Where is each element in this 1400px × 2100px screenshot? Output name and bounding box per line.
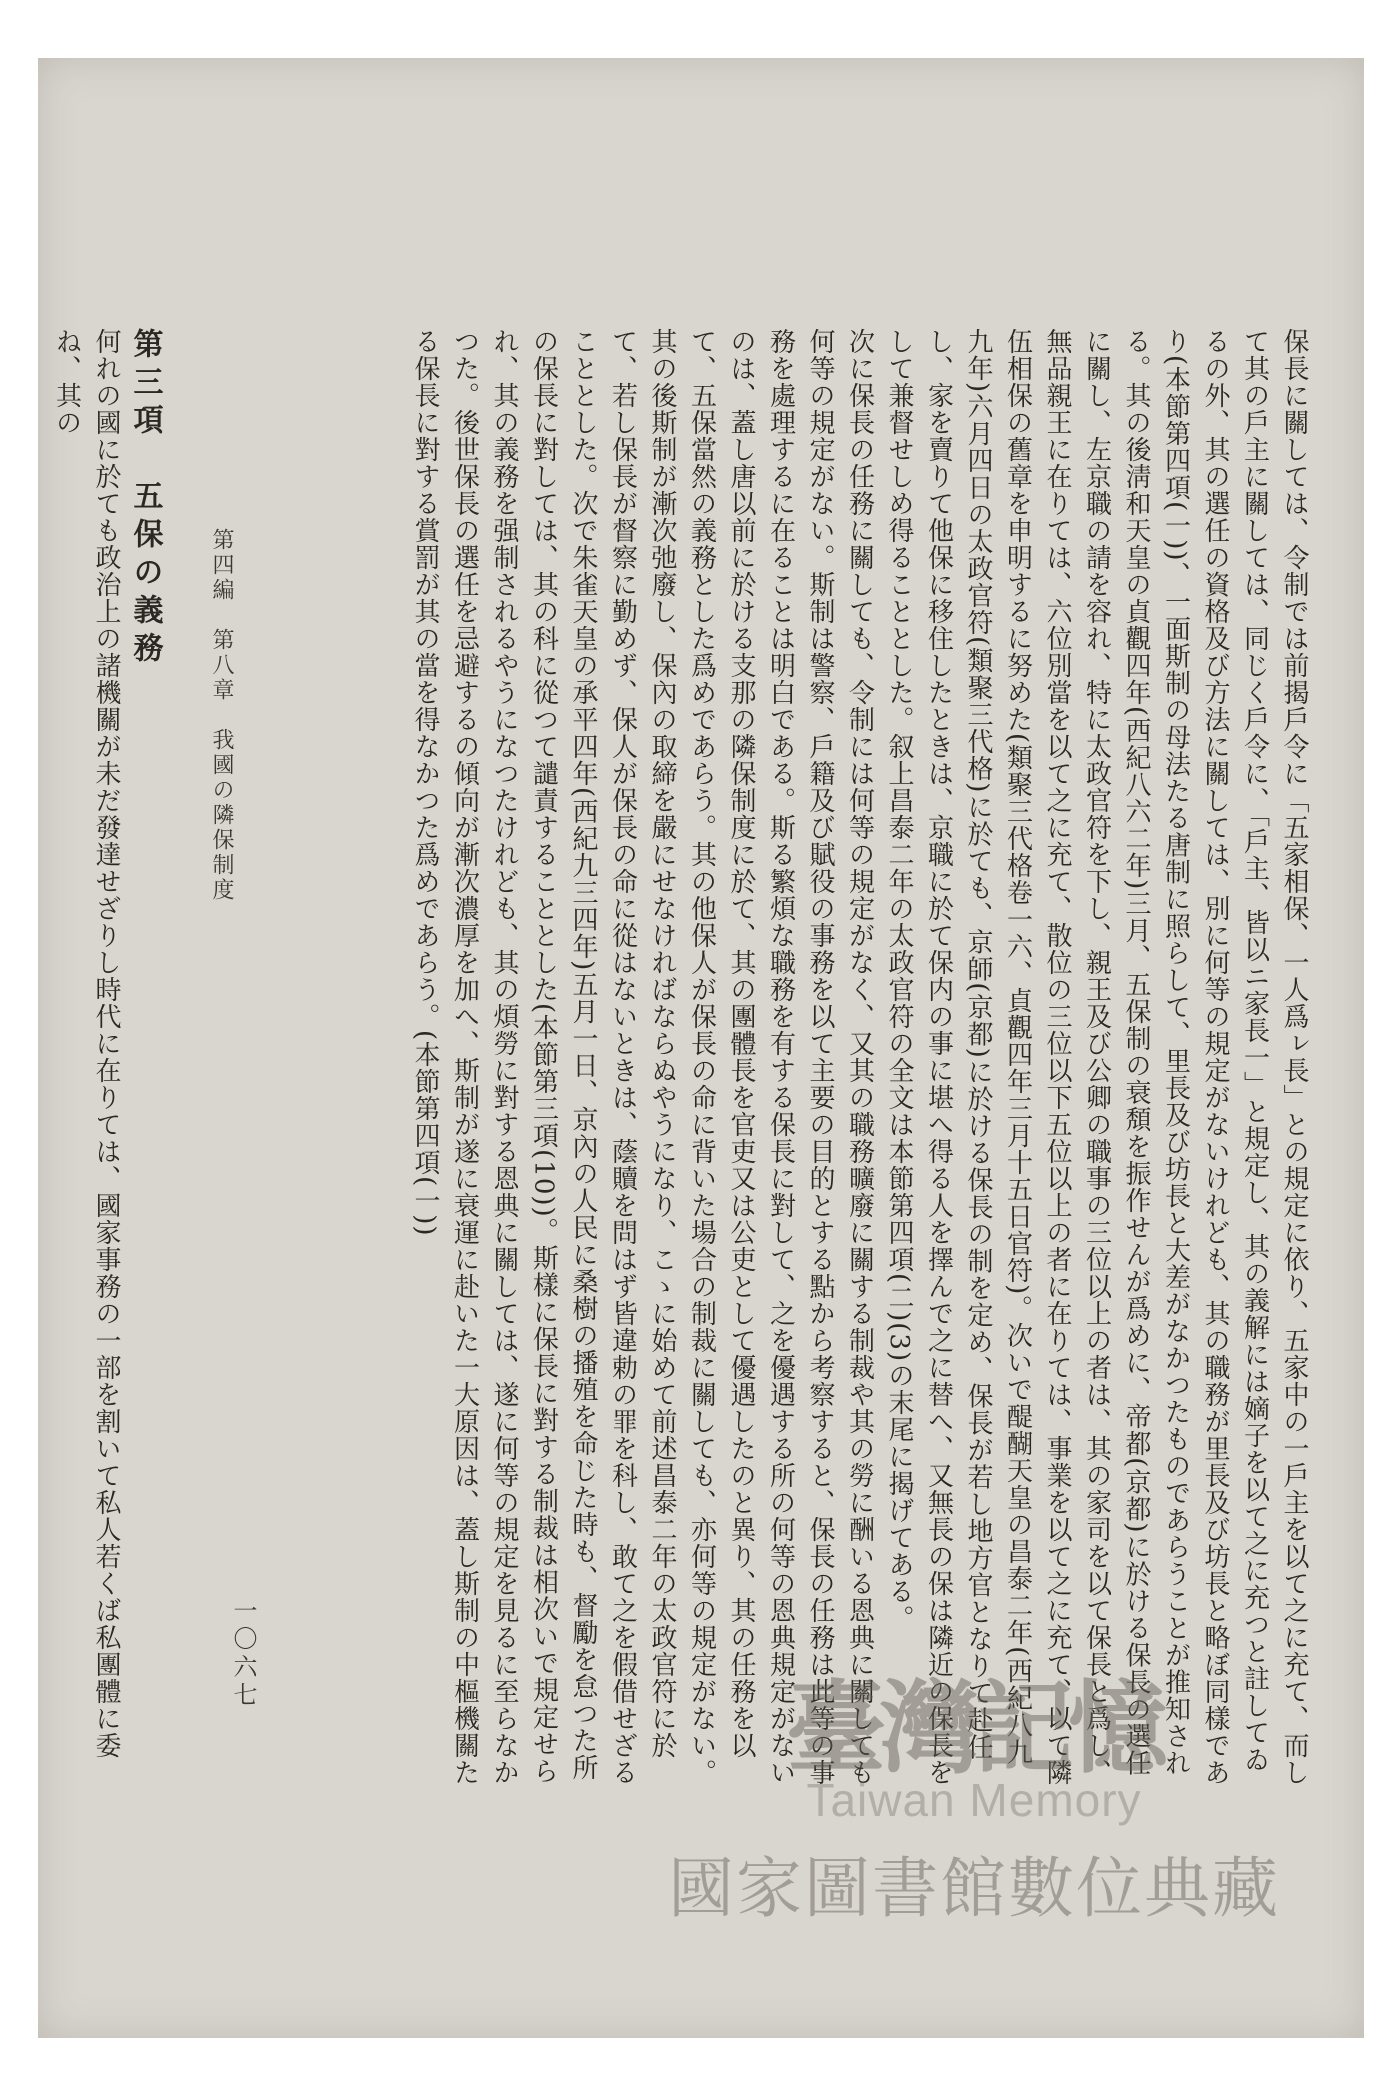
page-number: 一〇六七 (229, 1598, 257, 1710)
section-heading: 第三項 五保の義務 (127, 328, 163, 670)
watermark (668, 1669, 1280, 1930)
running-head: 第四編 第八章 我國の隣保制度 (209, 528, 234, 903)
watermark-english: Taiwan Memory (806, 1774, 1142, 1826)
closing-paragraph: 何れの國に於ても政治上の諸機關が未だ發達せざりし時代に在りては、國家事務の一部を割いて私人若くば私團體に委ね、其の (51, 328, 121, 1759)
paragraph-2: 次に保長の任務に關しても、令制には何等の規定がなく、又其の職務曠廢に關する制裁や其の勞に酬いる恩典に關しても何等の規定がない。斯制は警察、戶籍及び賦役の事務を以て主要の目的とする點から考察すると、保長の任務は此等の事務を處理するに在ることは明白である。斯る繁煩な職務を有する保長に對して、之を優遇する所の何等の恩典規定がないのは、蓋し唐以前に於ける支那の隣保制度に於て、其の團體長を官吏又は公吏として優遇したのと異り、其の任務を以て、五保當然の義務とした爲めであらう。其の他保人が保長の命に背いた場合の制裁に關しても、亦何等の規定がない。其の後斯制が漸次弛廢し、保內の取締を嚴にせなければならぬやうになり、こゝに始めて前述昌泰二年の太政官符に於て、若し保長が督察に勤めず、保人が保長の命に從はないときは、蔭贖を問はず皆違勅の罪を科し、敢て之を假借せざることとした。次で朱雀天皇の承平四年(西紀九三四年)五月一日、京內の人民に桑樹の播殖を命じた時も、督勵を怠つた所の保長に對しては、其の科に從つて譴責することとした(本節第三項(10))。斯樣に保長に對する制裁は相次いで規定せられ、其の義務を强制されるやうになつたけれども、其の煩勞に對する恩典に關しては、遂に何等の規定を見るに至らなかつた。後世保長の選任を忌避するの傾向が漸次濃厚を加へ、斯制が遂に衰運に赴いた一大原因は、蓋し斯制の中樞機關たる保長に對する賞罰が其の當を得なかつた爲めであらう。(本節第四項(一)) (410, 328, 875, 1786)
paragraph-1: 保長に關しては、令制では前揭戶令に「五家相保、一人爲ㇾ長」との規定に依り、五家中の一戶主を以て之に充て、而して其の戶主に關しては、同じく戶令に、「戶主、皆以ニ家長一」と規定し、其の義解には嫡子を以て之に充つと註してゐるの外、其の選任の資格及び方法に關しては、別に何等の規定がないけれども、其の職務が里長及び坊長と略ぼ同樣であり(本節第四項(一))、一面斯制の母法たる唐制に照らして、里長及び坊長と大差がなかつたものであらうことが推知される。其の後淸和天皇の貞觀四年(西紀八六二年)三月、五保制の衰頽を振作せんが爲めに、帝都(京都)に於ける保長の選任に關し、左京職の請を容れ、特に太政官符を下し、親王及び公卿の職事の三位以上の者は、其の家司を以て保長と爲し、無品親王に在りては、六位別當を以て之に充て、散位の三位以下五位以上の者に在りては、事業を以て之に充て、以て隣伍相保の舊章を申明するに努めた(類聚三代格卷一六、貞觀四年三月十五日官符)。次いで醍醐天皇の昌泰二年(西紀八九九年)六月四日の太政官符(類聚三代格)に於ても、京師(京都)に於ける保長の制を定め、保長が若し地方官となりて赴任し、家を賣りて他保に移住したときは、京職に於て保内の事に堪へ得る人を擇んで之に替へ、又無長の保は隣近の保長をして兼督せしめ得ることとした。叙上昌泰二年の太政官符の全文は本節第四項(二)(3)の末尾に揭げてある。 (884, 328, 1309, 1786)
watermark-chinese: 國家圖書館數位典藏 (668, 1850, 1280, 1927)
watermark-logo: 臺灣記憶 (786, 1669, 1162, 1787)
